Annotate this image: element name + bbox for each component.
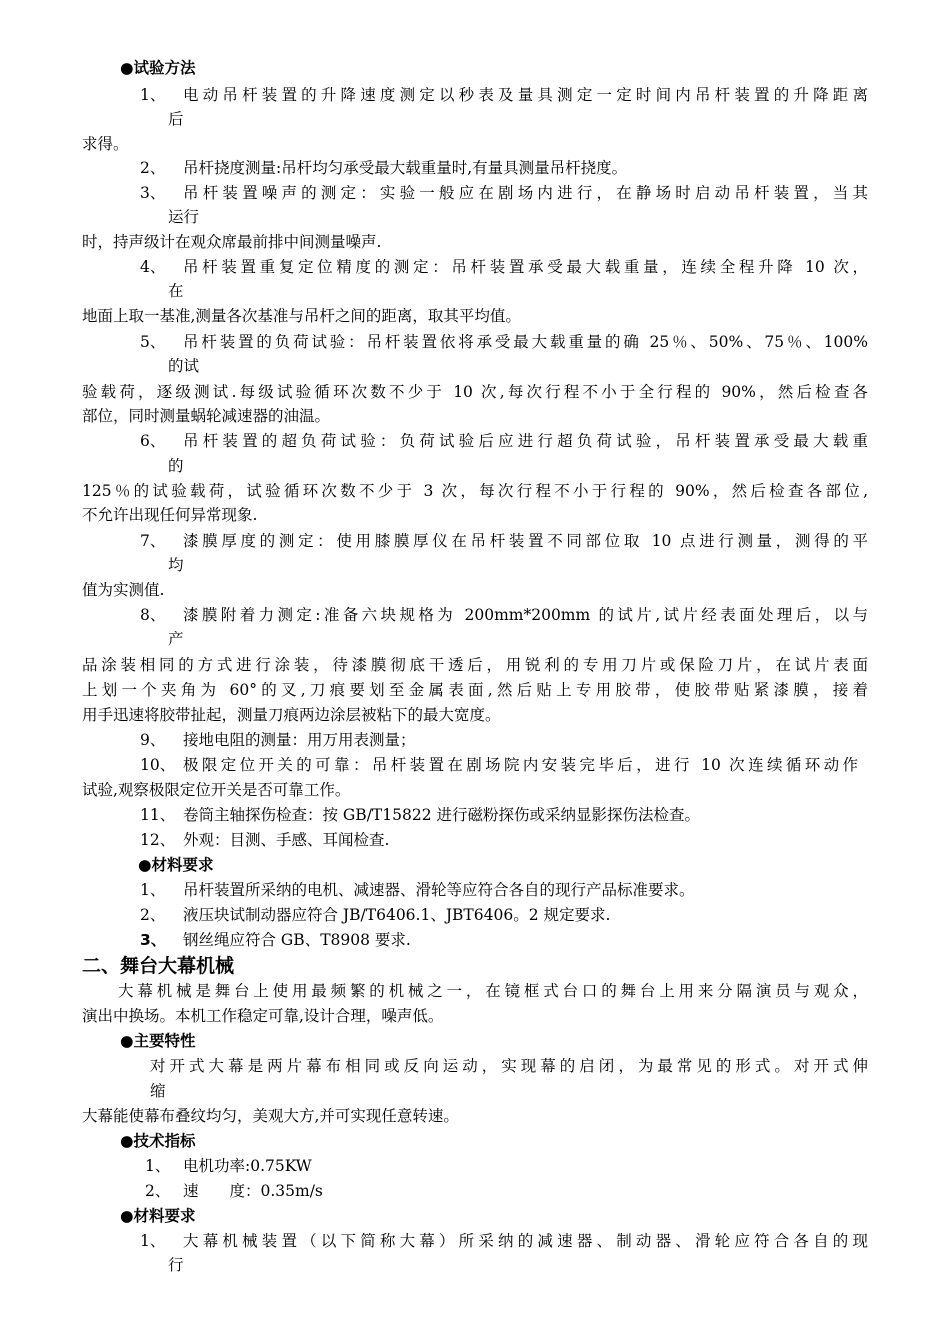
list-item-text: 吊杆装置的超负荷试验：负荷试验后应进行超负荷试验，吊杆装置承受最大载重 xyxy=(183,432,868,450)
list-item-wrap: 运行 xyxy=(168,208,200,226)
list-item-continuation: 地面上取一基准,测量各次基准与吊杆之间的距离，取其平均值。 xyxy=(82,307,521,325)
section-heading-specs: ●技术指标 xyxy=(120,1132,196,1150)
list-item-text: 漆膜厚度的测定：使用膝膜厚仪在吊杆装置不同部位取 10 点进行测量，测得的平 xyxy=(183,532,868,550)
list-item-text: 漆膜附着力测定:准备六块规格为 200mm*200mm 的试片,试片经表面处理后，以与 xyxy=(183,606,868,624)
list-item-text: 吊杆装置所采纳的电机、减速器、滑轮等应符合各自的现行产品标准要求。 xyxy=(183,881,695,899)
list-item-continuation: 部位，同时测量蜗轮减速器的油温。 xyxy=(82,407,331,425)
list-item-text: 卷筒主轴探伤检查：按 GB/T15822 进行磁粉探伤或采纳显影探伤法检查。 xyxy=(183,806,700,824)
list-item-text: 外观：目测、手感、耳闻检查. xyxy=(183,831,390,849)
section-heading-test-methods: ●试验方法 xyxy=(120,59,196,77)
list-item-wrap: 产 xyxy=(168,630,184,648)
list-item-continuation: 不允许出现任何异常现象. xyxy=(82,506,258,524)
list-item-text: 钢丝绳应符合 GB、T8908 要求. xyxy=(183,931,411,949)
list-item-text: 大幕机械装置（以下简称大幕）所采纳的减速器、制动器、滑轮应符合各自的现 xyxy=(183,1232,868,1250)
list-item-continuation: 验载荷，逐级测试.每级试验循环次数不少于 10 次,每次行程不小于全行程的 90%，然后检查各 xyxy=(82,383,868,401)
list-item-continuation: 试验,观察极限定位开关是否可靠工作。 xyxy=(82,781,351,799)
list-item-continuation: 用手迅速将胶带扯起，测量刀痕两边涂层被粘下的最大宽度。 xyxy=(82,706,501,724)
list-item-text: 吊杆装置的负荷试验：吊杆装置依将承受最大载重量的确 25％、50%、75％、100% xyxy=(183,333,868,351)
list-item-number: 8、 xyxy=(140,606,166,624)
features-paragraph-line: 大幕能使幕布叠纹均匀，美观大方,并可实现任意转速。 xyxy=(82,1107,459,1125)
list-item-wrap: 均 xyxy=(168,556,184,574)
features-paragraph-wrap: 缩 xyxy=(150,1082,166,1100)
spec-motor-power: 电机功率:0.75KW xyxy=(183,1157,312,1175)
list-item-continuation: 品涂装相同的方式进行涂装，待漆膜彻底干透后，用锐利的专用刀片或保险刀片，在试片表面 xyxy=(82,656,868,674)
features-paragraph-line: 对开式大幕是两片幕布相同或反向运动，实现幕的启闭，为最常见的形式。对开式伸 xyxy=(150,1057,868,1075)
list-item-number: 7、 xyxy=(140,532,166,550)
list-item-number: 1、 xyxy=(140,86,166,104)
spec-speed: 速 度：0.35m/s xyxy=(183,1182,323,1200)
list-item-continuation: 125％的试验载荷，试验循环次数不少于 3 次，每次行程不小于行程的 90%，然后检查各部位, xyxy=(82,482,868,500)
list-item-wrap: 的试 xyxy=(168,357,200,375)
list-item-text: 极限定位开关的可靠：吊杆装置在剧场院内安装完毕后，进行 10 次连续循环动作 xyxy=(183,756,858,774)
section-heading-materials-2: ●材料要求 xyxy=(120,1207,196,1225)
list-item-number: 10、 xyxy=(140,756,176,774)
list-item-number: 2、 xyxy=(140,906,166,924)
list-item-number: 1、 xyxy=(140,1232,166,1250)
chapter-title: 二、舞台大幕机械 xyxy=(82,955,235,977)
list-item-wrap: 在 xyxy=(168,282,184,300)
spec-number: 1、 xyxy=(145,1157,171,1175)
list-item-number: 5、 xyxy=(140,333,166,351)
intro-paragraph-line: 大幕机械是舞台上使用最频繁的机械之一，在镜框式台口的舞台上用来分隔演员与观众， xyxy=(118,982,868,1000)
spec-number: 2、 xyxy=(145,1182,171,1200)
list-item-number: 12、 xyxy=(140,831,176,849)
list-item-continuation: 时，持声级计在观众席最前排中间测量噪声. xyxy=(82,233,382,251)
list-item-continuation: 求得。 xyxy=(82,135,129,153)
list-item-wrap: 行 xyxy=(168,1256,184,1274)
list-item-text: 电动吊杆装置的升降速度测定以秒表及量具测定一定时间内吊杆装置的升降距离 xyxy=(183,86,868,104)
list-item-text: 接地电阻的测量：用万用表测量； xyxy=(183,731,416,749)
list-item-text: 吊杆装置重复定位精度的测定：吊杆装置承受最大载重量，连续全程升降 10 次， xyxy=(183,258,868,276)
intro-paragraph-line: 演出中换场。本机工作稳定可靠,设计合理，噪声低。 xyxy=(82,1007,444,1025)
list-item-number: 1、 xyxy=(140,881,166,899)
section-heading-materials: ●材料要求 xyxy=(138,856,214,874)
list-item-number: 2、 xyxy=(140,159,166,177)
list-item-number: 4、 xyxy=(140,258,166,276)
list-item-number: 9、 xyxy=(140,731,166,749)
list-item-text: 液压块试制动器应符合 JB/T6406.1、JBT6406。2 规定要求. xyxy=(183,906,611,924)
list-item-number: 3、 xyxy=(140,184,166,202)
section-heading-features: ●主要特性 xyxy=(120,1032,196,1050)
list-item-continuation: 上划一个夹角为 60°的叉,刀痕要划至金属表面,然后贴上专用胶带，使胶带贴紧漆膜，接着 xyxy=(82,681,868,699)
list-item-wrap: 的 xyxy=(168,457,184,475)
list-item-continuation: 值为实测值. xyxy=(82,581,165,599)
list-item-wrap: 后 xyxy=(168,110,184,128)
list-item-text: 吊杆装置噪声的测定：实验一般应在剧场内进行，在静场时启动吊杆装置，当其 xyxy=(183,184,868,202)
list-item-number: 6、 xyxy=(140,432,166,450)
list-item-text: 吊杆挠度测量:吊杆均匀承受最大载重量时,有量具测量吊杆挠度。 xyxy=(183,159,628,177)
list-item-number: 11、 xyxy=(140,806,176,824)
list-item-number: 3、 xyxy=(140,931,167,949)
